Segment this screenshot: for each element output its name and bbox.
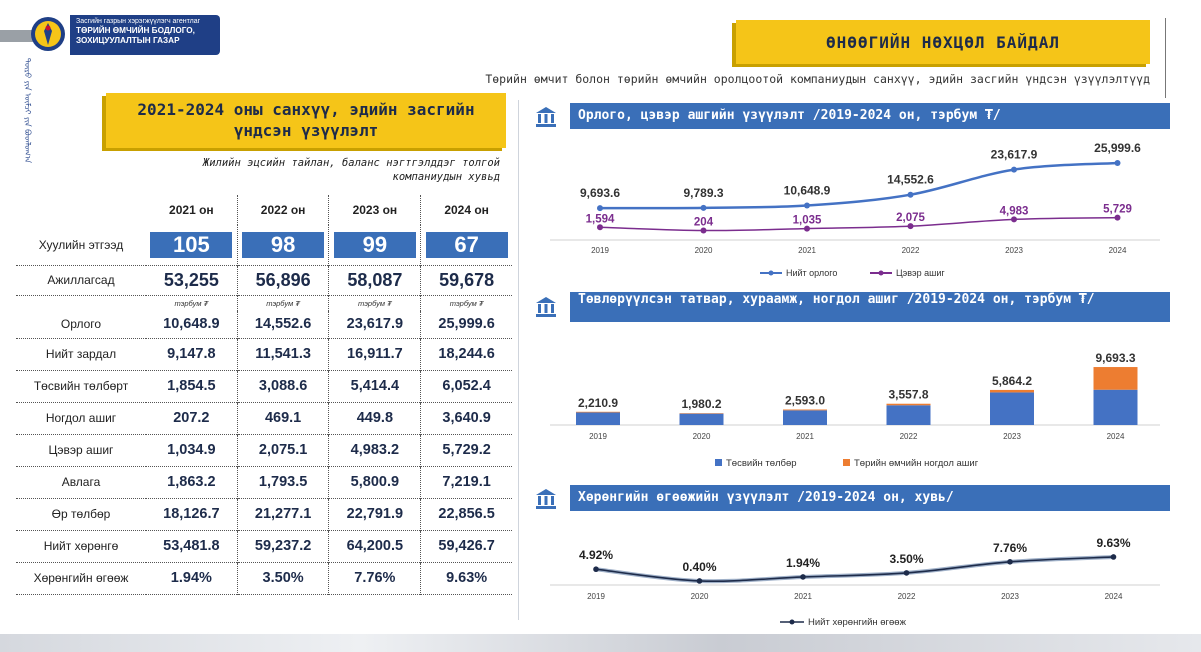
cell-value: 1,793.5: [237, 466, 329, 498]
bar-segment: [783, 410, 827, 425]
cell-value: 11,541.3: [237, 338, 329, 370]
table-row: [16, 466, 512, 498]
emblem-icon: [30, 14, 66, 56]
cell-value: 9.63%: [421, 562, 512, 594]
data-label: 0.40%: [682, 559, 717, 574]
page-title: ӨНӨӨГИЙН НӨХЦӨЛ БАЙДАЛ: [736, 20, 1150, 64]
data-label: 7.76%: [992, 540, 1028, 555]
bar-total-label: 2,210.9: [577, 395, 619, 410]
legend-label: Төсвийн төлбөр: [726, 458, 797, 469]
cell-value: 3.50%: [237, 562, 329, 594]
data-label: 1,035: [792, 214, 822, 227]
row-label: Авлага: [61, 475, 101, 489]
data-label: 204: [693, 216, 714, 229]
table-row: [16, 530, 512, 562]
data-point: [904, 570, 910, 576]
kpi-title: [106, 93, 506, 148]
kpi-note-line2: компаниудын хувьд: [392, 171, 500, 183]
mongolian-script-text: ᠲᠥᠷᠦ ᠶᠢᠨ ᠥᠮᠴᠢ ᠶᠢᠨ ᠪᠣᠳᠯᠣᠭ᠎ᠠ: [23, 58, 32, 164]
x-tick-label: 2020: [690, 592, 709, 601]
agency-line2: ТӨРИЙН ӨМЧИЙН БОДЛОГО,: [76, 26, 195, 35]
cell-value: 1,863.2: [167, 474, 216, 490]
section-divider: [518, 100, 519, 620]
bar-segment: [783, 409, 827, 410]
x-tick-label: 2020: [694, 246, 713, 255]
footer-strip: [0, 634, 1201, 652]
data-label: 10,648.9: [783, 183, 831, 198]
data-point: [593, 566, 599, 572]
table-row: [16, 311, 512, 338]
legend-swatch: [715, 459, 722, 466]
x-tick-label: 2022: [897, 592, 916, 601]
legend-swatch: [843, 459, 850, 466]
cell-value: 5,800.9: [329, 466, 421, 498]
x-tick-label: 2024: [1108, 246, 1127, 255]
cell-value: 1,034.9: [167, 442, 216, 458]
year-header: 2021 он: [169, 203, 214, 217]
bar-segment: [576, 412, 620, 425]
data-point: [1007, 559, 1013, 565]
table-row: [16, 402, 512, 434]
x-tick-label: 2023: [1001, 592, 1019, 601]
series-line: [600, 163, 1118, 208]
data-point: [1115, 160, 1121, 166]
unit-row: [16, 295, 512, 311]
legend-marker: [790, 620, 795, 625]
bar-total-label: 2,593.0: [784, 393, 826, 408]
kpi-header-row: [16, 195, 512, 225]
kpi-body: [16, 311, 512, 594]
bar-segment: [680, 414, 724, 425]
data-label: 4,983: [999, 205, 1029, 218]
data-point: [908, 192, 914, 198]
legend-label: Цэвэр ашиг: [896, 268, 945, 278]
row-label: Төсвийн төлбөрт: [33, 379, 129, 393]
agency-name: [70, 15, 220, 55]
series-line: [600, 218, 1118, 231]
cell-value: 58,087: [329, 265, 421, 295]
row-label: Ногдол ашиг: [45, 411, 117, 425]
bar-segment: [1094, 390, 1138, 425]
table-row: [16, 225, 512, 265]
cell-value: 22,856.5: [421, 498, 512, 530]
legend-marker: [879, 271, 884, 276]
row-label: Хөрөнгийн өгөөж: [33, 571, 129, 585]
unit-label: тэрбум ₮: [237, 295, 329, 311]
legend-marker: [769, 271, 774, 276]
data-point: [1111, 554, 1117, 560]
cell-value: 64,200.5: [329, 530, 421, 562]
cell-value: 4,983.2: [329, 434, 421, 466]
x-tick-label: 2020: [692, 432, 711, 441]
cell-value: 469.1: [237, 402, 329, 434]
cell-value: 5,729.2: [421, 434, 512, 466]
data-point: [804, 203, 810, 209]
x-tick-label: 2021: [798, 246, 816, 255]
data-label: 9,693.6: [579, 186, 621, 201]
x-tick-label: 2023: [1003, 432, 1021, 441]
chart3-title: Хөрөнгийн өгөөжийн үзүүлэлт /2019-2024 он, хувь/: [570, 485, 1170, 511]
bar-segment: [576, 412, 620, 413]
x-tick-label: 2019: [587, 592, 605, 601]
data-label: 1.94%: [785, 555, 821, 570]
cell-value: 7,219.1: [421, 466, 512, 498]
bar-segment: [1094, 367, 1138, 390]
row-label: Ажиллагсад: [47, 273, 115, 287]
cell-value: 449.8: [329, 402, 421, 434]
kpi-title-line1: 2021-2024 оны санхүү, эдийн засгийн: [137, 100, 475, 119]
row-label: Орлого: [60, 317, 102, 332]
row-label: Цэвэр ашиг: [48, 443, 114, 457]
cell-value: 59,426.7: [421, 530, 512, 562]
entity-count-badge: 98: [242, 232, 324, 258]
legend-label: Нийт орлого: [786, 268, 838, 278]
row-label: Нийт хөрөнгө: [43, 539, 119, 553]
cell-value: 25,999.6: [421, 311, 512, 338]
x-tick-label: 2022: [899, 432, 918, 441]
data-point: [697, 578, 703, 584]
table-row: [16, 562, 512, 594]
data-label: 23,617.9: [990, 147, 1038, 162]
roa-chart: [530, 514, 1170, 632]
cell-value: 56,896: [237, 265, 329, 295]
row-label: Хуулийн этгээд: [38, 237, 124, 252]
bar-total-label: 1,980.2: [681, 397, 722, 412]
cell-value: 3,088.6: [237, 370, 329, 402]
bar-total-label: 5,864.2: [991, 373, 1033, 388]
cell-value: 16,911.7: [329, 338, 421, 370]
cell-value: 14,552.6: [237, 311, 329, 338]
cell-value: 9,147.8: [167, 346, 216, 362]
x-tick-label: 2024: [1104, 592, 1123, 601]
kpi-note: [120, 156, 500, 184]
page-subtitle: Төрийн өмчит болон төрийн өмчийн оролцоотой компаниудын санхүү, эдийн засгийн үндсэн үзүүлэлтүүд: [485, 72, 1150, 86]
cell-value: 59,237.2: [237, 530, 329, 562]
data-label: 9.63%: [1096, 535, 1131, 550]
chart2-title: Төвлөрүүлсэн татвар, хураамж, ногдол ашиг /2019-2024 он, тэрбум ₮/: [570, 292, 1170, 322]
legend-label: Төрийн өмчийн ногдол ашиг: [854, 458, 979, 469]
bar-total-label: 3,557.8: [888, 387, 929, 402]
cell-value: 22,791.9: [329, 498, 421, 530]
cell-value: 3,640.9: [421, 402, 512, 434]
x-tick-label: 2019: [589, 432, 607, 441]
bar-segment: [990, 390, 1034, 392]
bar-segment: [887, 405, 931, 425]
data-point: [597, 205, 603, 211]
bank-icon: [534, 105, 558, 129]
agency-line3: ЗОХИЦУУЛАЛТЫН ГАЗАР: [76, 36, 180, 45]
income-profit-chart: [530, 133, 1170, 283]
data-label: 25,999.6: [1094, 141, 1141, 156]
kpi-title-line2: үндсэн үзүүлэлт: [233, 121, 379, 140]
year-header: 2022 он: [237, 195, 329, 225]
cell-value: 2,075.1: [237, 434, 329, 466]
data-point: [701, 205, 707, 211]
data-label: 9,789.3: [683, 185, 724, 200]
cell-value: 7.76%: [329, 562, 421, 594]
table-row: [16, 434, 512, 466]
data-point: [1011, 167, 1017, 173]
cell-value: 18,126.7: [163, 506, 220, 522]
entity-count-badge: 67: [426, 232, 508, 258]
agency-line1: Засгийн газрын хэрэгжүүлэгч агентлаг: [76, 18, 201, 25]
data-label: 1,594: [585, 213, 615, 226]
x-tick-label: 2024: [1106, 432, 1125, 441]
cell-value: 207.2: [173, 410, 210, 426]
legend-label: Нийт хөрөнгийн өгөөж: [808, 617, 906, 628]
chart1-title: Орлого, цэвэр ашгийн үзүүлэлт /2019-2024 он, тэрбум ₮/: [570, 103, 1170, 129]
x-tick-label: 2023: [1005, 246, 1023, 255]
cell-value: 21,277.1: [237, 498, 329, 530]
x-tick-label: 2019: [591, 246, 609, 255]
data-label: 5,729: [1103, 203, 1132, 216]
unit-label: тэрбум ₮: [329, 295, 421, 311]
cell-value: 53,255: [163, 269, 219, 290]
cell-value: 53,481.8: [163, 538, 220, 554]
x-tick-label: 2022: [901, 246, 920, 255]
data-label: 14,552.6: [887, 172, 934, 187]
cell-value: 6,052.4: [421, 370, 512, 402]
cell-value: 5,414.4: [329, 370, 421, 402]
year-header: 2024 он: [421, 195, 512, 225]
cell-value: 1,854.5: [167, 378, 216, 394]
unit-label: тэрбум ₮: [421, 295, 512, 311]
row-label: Нийт зардал: [45, 347, 117, 361]
cell-value: 59,678: [421, 265, 512, 295]
table-row: [16, 370, 512, 402]
year-header: 2023 он: [329, 195, 421, 225]
cell-value: 1.94%: [170, 570, 212, 586]
header-divider: [1165, 18, 1166, 98]
row-label: Өр төлбөр: [51, 507, 111, 521]
bank-icon: [534, 487, 558, 511]
x-tick-label: 2021: [796, 432, 814, 441]
data-label: 3.50%: [889, 551, 924, 566]
cell-value: 10,648.9: [163, 316, 220, 333]
bank-icon: [534, 295, 558, 319]
table-row: [16, 498, 512, 530]
bar-total-label: 9,693.3: [1095, 351, 1136, 366]
kpi-table: [16, 195, 512, 595]
entity-count-badge: 99: [334, 232, 416, 258]
table-row: [16, 265, 512, 295]
x-tick-label: 2021: [794, 592, 812, 601]
data-point: [800, 574, 806, 580]
tax-dividend-chart: [530, 330, 1170, 475]
cell-value: 23,617.9: [329, 311, 421, 338]
entity-count-badge: 105: [150, 232, 232, 258]
data-label: 2,075: [896, 212, 925, 225]
data-label: 4.92%: [578, 548, 614, 563]
table-row: [16, 338, 512, 370]
unit-label: тэрбум ₮: [174, 298, 209, 308]
kpi-note-line1: Жилийн эцсийн тайлан, баланс нэгтгэлддэг толгой: [202, 157, 500, 169]
bar-segment: [990, 392, 1034, 425]
bar-segment: [887, 404, 931, 406]
cell-value: 18,244.6: [421, 338, 512, 370]
